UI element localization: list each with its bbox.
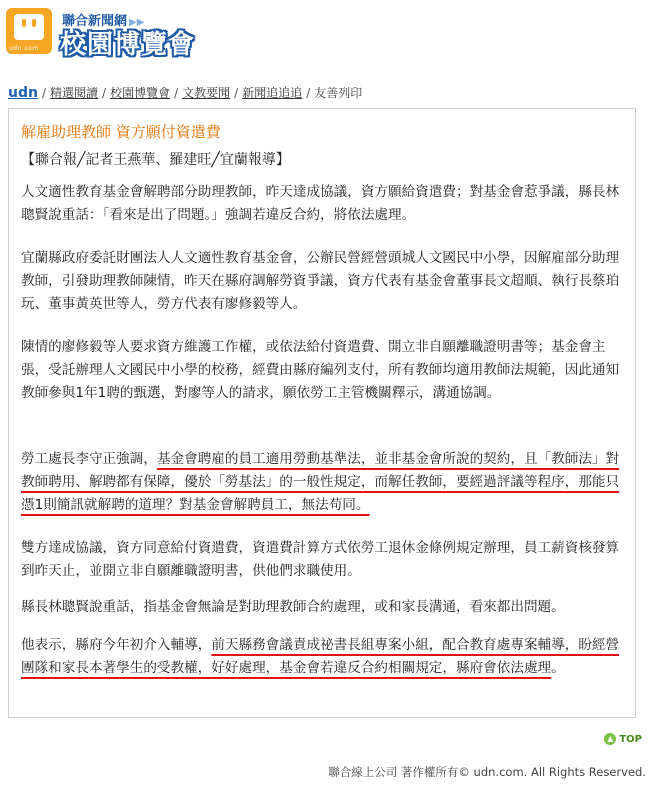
breadcrumb-udn[interactable]: udn xyxy=(8,85,38,101)
udn-logo-icon xyxy=(6,8,52,54)
breadcrumb-featured[interactable]: 精選閱讀 xyxy=(50,86,99,100)
back-to-top-button[interactable] xyxy=(604,733,642,745)
site-logo[interactable] xyxy=(6,8,236,58)
article-paragraph-6: 縣長林聰賢說重話，指基金會無論是對助理教師合約處理，或和家長溝通，看來都出問題。 xyxy=(21,599,565,615)
arrow-up-icon: ▲ xyxy=(604,733,616,745)
breadcrumb-campus-expo[interactable]: 校園博覽會 xyxy=(110,86,171,100)
breadcrumb-education-news[interactable]: 文教要聞 xyxy=(182,86,231,100)
breadcrumb-news-follow[interactable]: 新聞追追追 xyxy=(242,86,303,100)
back-to-top-label: TOP xyxy=(619,733,642,745)
highlighted-text: 基金會聘雇的員工適用勞動基準法，並非基金會所說的契約，且「教師法」對教師聘用、解聘都有保障，優於「勞基法」的一般性規定，而解任教師，要經過評議等程序，那能只憑1則簡訊就解聘的道理？對基金會解聘員工，無法苟同。 xyxy=(21,451,620,513)
article-paragraph-5: 雙方達成協議，資方同意給付資遣費，資遣費計算方式依勞工退休金條例規定辦理，員工薪資核發算到昨天止，並開立非自願離職證明書，供他們求職使用。 xyxy=(21,540,620,579)
copyright-footer: 聯合線上公司 著作權所有© udn.com. All Rights Reserved. xyxy=(328,765,646,779)
logo-icon-label: udn.com xyxy=(9,45,39,52)
article-box xyxy=(8,108,636,718)
article-paragraph-7: 他表示，縣府今年初介入輔導，前天縣務會議責成祕書長組專案小組，配合教育處專案輔導，盼經營團隊和家長本著學生的受教權，好好處理，基金會若違反合約相關規定，縣府會依法處理。 xyxy=(21,637,620,676)
logo-top-label: 聯合新聞網 ▶▶ xyxy=(62,14,145,29)
breadcrumb-print-friendly: 友善列印 xyxy=(314,86,363,100)
article-paragraph-2: 宜蘭縣政府委託財團法人人文適性教育基金會，公辦民營經營頭城人文國民中小學，因解雇部分助理教師，引發助理教師陳情，昨天在縣府調解勞資爭議，資方代表有基金會董事長文超順、執行長蔡珀玩、董事黃英世等人，勞方代表有廖修毅等人。 xyxy=(21,250,620,312)
play-arrow-icon: ▶▶ xyxy=(129,17,145,28)
article-paragraph-3: 陳情的廖修毅等人要求資方維護工作權，或依法給付資遣費、開立非自願離職證明書等；基金會主張，受託辦理人文國民中小學的校務，經費由縣府編列支付，所有教師均適用教師法規範，因此通知教師參與1年1聘的甄選，對廖等人的請求，願依勞工主管機關釋示，溝通協調。 xyxy=(21,339,620,401)
highlighted-text: 前天縣務會議責成祕書長組專案小組，配合教育處專案輔導，盼經營團隊和家長本著學生的受教權，好好處理，基金會若違反合約相關規定，縣府會依法處理 xyxy=(21,637,620,676)
article-paragraph-4: 勞工處長李守正強調，基金會聘雇的員工適用勞動基準法，並非基金會所說的契約，且「教師法」對教師聘用、解聘都有保障，優於「勞基法」的一般性規定，而解任教師，要經過評議等程序，那能只憑1則簡訊就解聘的道理？對基金會解聘員工，無法苟同。 xyxy=(21,451,620,513)
article-paragraph-1: 人文適性教育基金會解聘部分助理教師，昨天達成協議，資方願給資遣費；對基金會惹爭議，縣長林聰賢說重話：「看來是出了問題。」強調若違反合約，將依法處理。 xyxy=(21,184,620,223)
logo-main-label: 校園博覽會 xyxy=(60,30,196,60)
article-headline: 解雇助理教師 資方願付資遣費 xyxy=(21,123,221,141)
article-byline: 【聯合報╱記者王燕華、羅建旺╱宜蘭報導】 xyxy=(21,152,290,168)
breadcrumb: udn / 精選閱讀 / 校園博覽會 / 文教要聞 / 新聞追追追 / 友善列印 xyxy=(8,85,363,101)
